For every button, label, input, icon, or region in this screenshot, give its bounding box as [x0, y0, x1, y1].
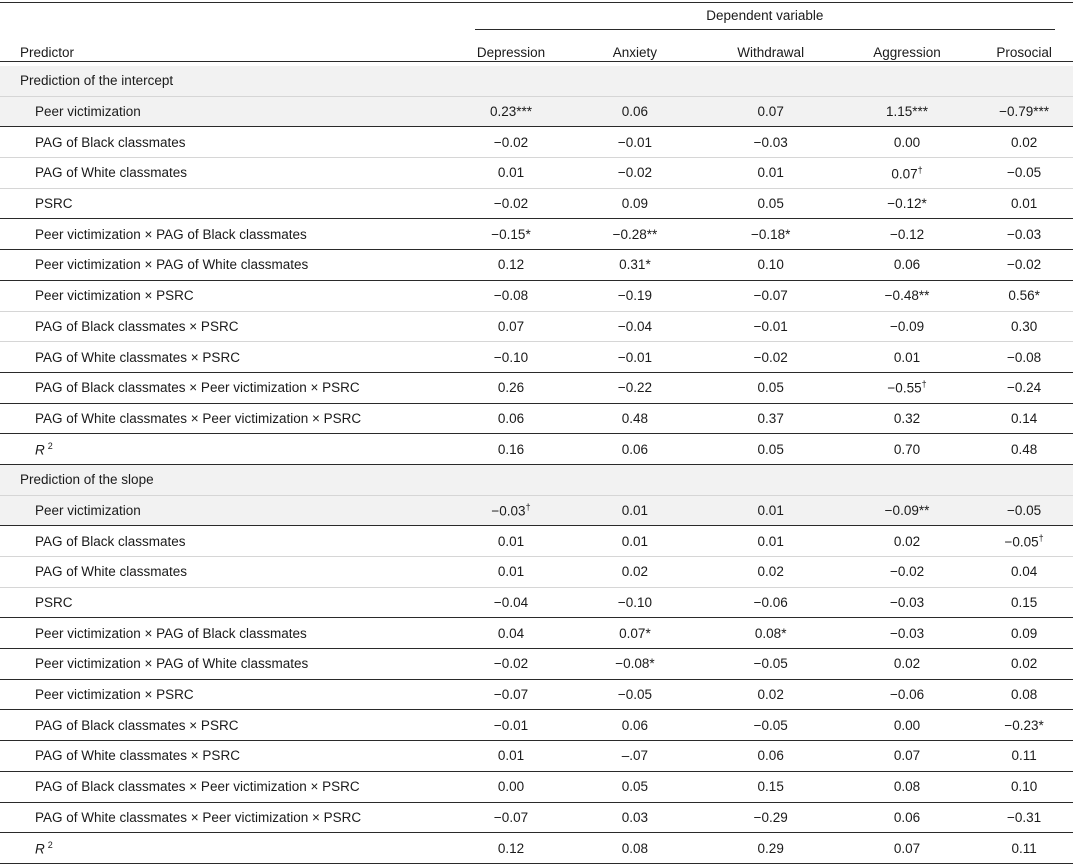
row-label-text: Peer victimization × PAG of Black classmates — [35, 625, 307, 641]
col-header-depression: Depression — [476, 45, 546, 60]
dependent-variable-header: Dependent variable — [455, 0, 1073, 30]
header-row-dependent — [0, 0, 1073, 30]
cell-value: 0.05 — [703, 372, 839, 403]
cell-value: −0.55† — [839, 372, 975, 403]
col-header-aggression: Aggression — [873, 45, 941, 60]
cell-value: 0.01 — [567, 495, 702, 526]
row-label — [0, 403, 455, 434]
cell-value: 0.12 — [455, 250, 568, 281]
row-label — [0, 495, 455, 526]
cell-value: 0.05 — [703, 188, 839, 219]
table-row — [0, 649, 1073, 680]
cell-value: –.07 — [567, 741, 702, 772]
cell-value: 0.06 — [567, 96, 702, 127]
row-label-text: PAG of Black classmates — [35, 134, 186, 150]
cell-value: 0.06 — [567, 434, 702, 465]
cell-value: 0.06 — [703, 741, 839, 772]
table-row — [0, 833, 1073, 864]
table-row — [0, 618, 1073, 649]
cell-value: −0.01 — [567, 127, 702, 158]
row-label — [0, 158, 455, 189]
cell-value: 0.15 — [975, 587, 1073, 618]
row-label — [0, 280, 455, 311]
cell-value: 0.02 — [839, 526, 975, 557]
cell-value: −0.03† — [455, 495, 568, 526]
cell-value: −0.05 — [703, 649, 839, 680]
cell-value: −0.31 — [975, 802, 1073, 833]
row-label-text: Peer victimization × PSRC — [35, 288, 194, 304]
table-row — [0, 280, 1073, 311]
cell-value: 0.16 — [455, 434, 568, 465]
row-label — [0, 188, 455, 219]
row-label-superscript: 2 — [47, 440, 53, 451]
table-row — [0, 250, 1073, 281]
table-row — [0, 587, 1073, 618]
cell-value: −0.03 — [703, 127, 839, 158]
cell-value: 0.00 — [839, 710, 975, 741]
row-label — [0, 342, 455, 373]
cell-value: −0.05 — [975, 495, 1073, 526]
cell-value: −0.03 — [839, 587, 975, 618]
cell-value: −0.07 — [455, 802, 568, 833]
cell-value: 0.07 — [839, 833, 975, 864]
cell-value: 0.02 — [975, 127, 1073, 158]
cell-value: 0.15 — [703, 771, 839, 802]
row-label-text: PAG of White classmates × Peer victimization × PSRC — [35, 410, 362, 426]
cell-value: 0.11 — [975, 741, 1073, 772]
table-row — [0, 403, 1073, 434]
cell-value: −0.48** — [839, 280, 975, 311]
cell-value: −0.10 — [455, 342, 568, 373]
cell-value: −0.18* — [703, 219, 839, 250]
table-row — [0, 495, 1073, 526]
cell-value: −0.03 — [839, 618, 975, 649]
cell-value: −0.03 — [975, 219, 1073, 250]
row-label — [0, 372, 455, 403]
col-header-anxiety: Anxiety — [612, 45, 658, 60]
row-label-text: PAG of Black classmates × Peer victimization × PSRC — [35, 779, 360, 795]
cell-value: −0.02 — [703, 342, 839, 373]
cell-value: 0.08 — [839, 771, 975, 802]
cell-value: 0.37 — [703, 403, 839, 434]
table-row — [0, 342, 1073, 373]
cell-value: 0.02 — [839, 649, 975, 680]
row-label-text: PAG of Black classmates × PSRC — [35, 318, 239, 334]
row-label — [0, 649, 455, 680]
cell-value: −0.04 — [567, 311, 702, 342]
table-row — [0, 158, 1073, 189]
cell-value: −0.05 — [567, 679, 702, 710]
table-row — [0, 741, 1073, 772]
section-row — [0, 464, 1073, 495]
cell-value: −0.02 — [839, 557, 975, 588]
row-label-text: Peer victimization × PSRC — [35, 687, 194, 703]
cell-value: −0.02 — [455, 127, 568, 158]
row-label-text: Peer victimization — [35, 104, 141, 120]
cell-value: −0.05 — [703, 710, 839, 741]
cell-value: 0.10 — [975, 771, 1073, 802]
cell-value: 0.00 — [455, 771, 568, 802]
cell-value: 0.01 — [703, 526, 839, 557]
cell-value: −0.01 — [703, 311, 839, 342]
cell-value: 0.01 — [839, 342, 975, 373]
cell-value: 0.26 — [455, 372, 568, 403]
cell-value: 0.30 — [975, 311, 1073, 342]
cell-value: 0.08 — [975, 679, 1073, 710]
cell-value: −0.12* — [839, 188, 975, 219]
table-row — [0, 188, 1073, 219]
cell-value: 0.23*** — [455, 96, 568, 127]
row-label-text: PAG of Black classmates — [35, 533, 186, 549]
table-row — [0, 219, 1073, 250]
cell-value: 0.01 — [455, 741, 568, 772]
cell-value: −0.08 — [975, 342, 1073, 373]
table-row — [0, 771, 1073, 802]
cell-value: −0.05 — [975, 158, 1073, 189]
cell-value: 0.11 — [975, 833, 1073, 864]
row-label — [0, 557, 455, 588]
row-label-text: PSRC — [35, 196, 73, 212]
cell-value: 0.48 — [975, 434, 1073, 465]
row-label — [0, 679, 455, 710]
header-bottom-rule — [0, 61, 1073, 62]
cell-value: 0.06 — [455, 403, 568, 434]
section-row — [0, 66, 1073, 96]
section-title: Prediction of the intercept — [0, 66, 1073, 96]
row-label-text: PSRC — [35, 595, 73, 611]
row-label — [0, 311, 455, 342]
cell-value: −0.15* — [455, 219, 568, 250]
cell-value: −0.01 — [567, 342, 702, 373]
cell-value: −0.29 — [703, 802, 839, 833]
row-label-text: Peer victimization × PAG of White classmates — [35, 656, 309, 672]
cell-value: 0.04 — [455, 618, 568, 649]
row-label-text: Peer victimization × PAG of Black classmates — [35, 226, 307, 242]
cell-value: −0.08* — [567, 649, 702, 680]
cell-value: 0.02 — [703, 557, 839, 588]
cell-value: −0.07 — [455, 679, 568, 710]
row-label-text: PAG of Black classmates × Peer victimization × PSRC — [35, 380, 360, 396]
cell-value: 0.02 — [703, 679, 839, 710]
cell-value: −0.10 — [567, 587, 702, 618]
row-label — [0, 219, 455, 250]
table-row — [0, 679, 1073, 710]
cell-value: −0.07 — [703, 280, 839, 311]
cell-value: 0.08* — [703, 618, 839, 649]
cell-value: −0.08 — [455, 280, 568, 311]
cell-value: −0.01 — [455, 710, 568, 741]
table-row — [0, 372, 1073, 403]
row-label-text: Peer victimization × PAG of White classmates — [35, 257, 309, 273]
cell-value: 0.07 — [703, 96, 839, 127]
cell-value: 0.01 — [703, 158, 839, 189]
cell-value: 0.05 — [567, 771, 702, 802]
row-label — [0, 833, 455, 864]
cell-value: 1.15*** — [839, 96, 975, 127]
table-row — [0, 802, 1073, 833]
cell-value: 0.08 — [567, 833, 702, 864]
row-label-text: PAG of White classmates — [35, 564, 188, 580]
cell-value: 0.09 — [975, 618, 1073, 649]
row-label — [0, 434, 455, 465]
cell-value: 0.06 — [839, 250, 975, 281]
cell-value: −0.24 — [975, 372, 1073, 403]
row-label-text: R — [35, 442, 45, 458]
cell-value: 0.00 — [839, 127, 975, 158]
cell-value: −0.79*** — [975, 96, 1073, 127]
row-label — [0, 741, 455, 772]
cell-value: 0.48 — [567, 403, 702, 434]
cell-value: −0.19 — [567, 280, 702, 311]
row-label — [0, 802, 455, 833]
row-label-text: PAG of White classmates × PSRC — [35, 748, 240, 764]
row-label-text: PAG of White classmates — [35, 165, 188, 181]
cell-value: 0.03 — [567, 802, 702, 833]
cell-value: 0.12 — [455, 833, 568, 864]
cell-value: 0.07 — [455, 311, 568, 342]
table-row — [0, 127, 1073, 158]
table-body — [0, 66, 1073, 863]
row-label-superscript: 2 — [47, 839, 53, 850]
cell-value: 0.29 — [703, 833, 839, 864]
row-label-text: PAG of White classmates × Peer victimization × PSRC — [35, 809, 362, 825]
cell-value: −0.06 — [839, 679, 975, 710]
col-header-prosocial: Prosocial — [996, 45, 1052, 60]
row-label-text: Peer victimization — [35, 502, 141, 518]
cell-value: −0.02 — [455, 649, 568, 680]
cell-value: 0.02 — [567, 557, 702, 588]
cell-value: 0.06 — [839, 802, 975, 833]
cell-value: 0.09 — [567, 188, 702, 219]
table-row — [0, 710, 1073, 741]
row-label — [0, 250, 455, 281]
cell-value: 0.14 — [975, 403, 1073, 434]
cell-value: −0.22 — [567, 372, 702, 403]
cell-value: 0.31* — [567, 250, 702, 281]
predictor-header: Predictor — [20, 45, 75, 60]
row-label-text: R — [35, 841, 45, 857]
table-row — [0, 526, 1073, 557]
cell-value: 0.05 — [703, 434, 839, 465]
cell-value: 0.07† — [839, 158, 975, 189]
cell-value: 0.10 — [703, 250, 839, 281]
cell-value: −0.05† — [975, 526, 1073, 557]
cell-value: −0.23* — [975, 710, 1073, 741]
cell-value: 0.07 — [839, 741, 975, 772]
cell-value: 0.32 — [839, 403, 975, 434]
row-label — [0, 710, 455, 741]
table-row — [0, 557, 1073, 588]
row-label — [0, 618, 455, 649]
cell-value: 0.07* — [567, 618, 702, 649]
row-label — [0, 771, 455, 802]
row-label — [0, 96, 455, 127]
cell-value: −0.02 — [975, 250, 1073, 281]
cell-value: 0.01 — [975, 188, 1073, 219]
cell-value: −0.06 — [703, 587, 839, 618]
row-label — [0, 587, 455, 618]
cell-value: 0.56* — [975, 280, 1073, 311]
cell-value: 0.06 — [567, 710, 702, 741]
cell-value: −0.09** — [839, 495, 975, 526]
cell-value: 0.01 — [455, 557, 568, 588]
cell-value: −0.02 — [455, 188, 568, 219]
row-label — [0, 526, 455, 557]
table-row — [0, 96, 1073, 127]
cell-value: 0.01 — [703, 495, 839, 526]
table-row — [0, 311, 1073, 342]
row-label-text: PAG of Black classmates × PSRC — [35, 717, 239, 733]
row-label-text: PAG of White classmates × PSRC — [35, 349, 240, 365]
cell-value: 0.01 — [455, 526, 568, 557]
cell-value: −0.02 — [567, 158, 702, 189]
cell-value: −0.09 — [839, 311, 975, 342]
cell-value: 0.70 — [839, 434, 975, 465]
cell-value: −0.28** — [567, 219, 702, 250]
cell-value: 0.04 — [975, 557, 1073, 588]
cell-value: 0.01 — [455, 158, 568, 189]
section-title: Prediction of the slope — [0, 464, 1073, 495]
cell-value: 0.01 — [567, 526, 702, 557]
table-row — [0, 434, 1073, 465]
row-label — [0, 127, 455, 158]
col-header-withdrawal: Withdrawal — [737, 45, 805, 60]
cell-value: 0.02 — [975, 649, 1073, 680]
cell-value: −0.04 — [455, 587, 568, 618]
cell-value: −0.12 — [839, 219, 975, 250]
